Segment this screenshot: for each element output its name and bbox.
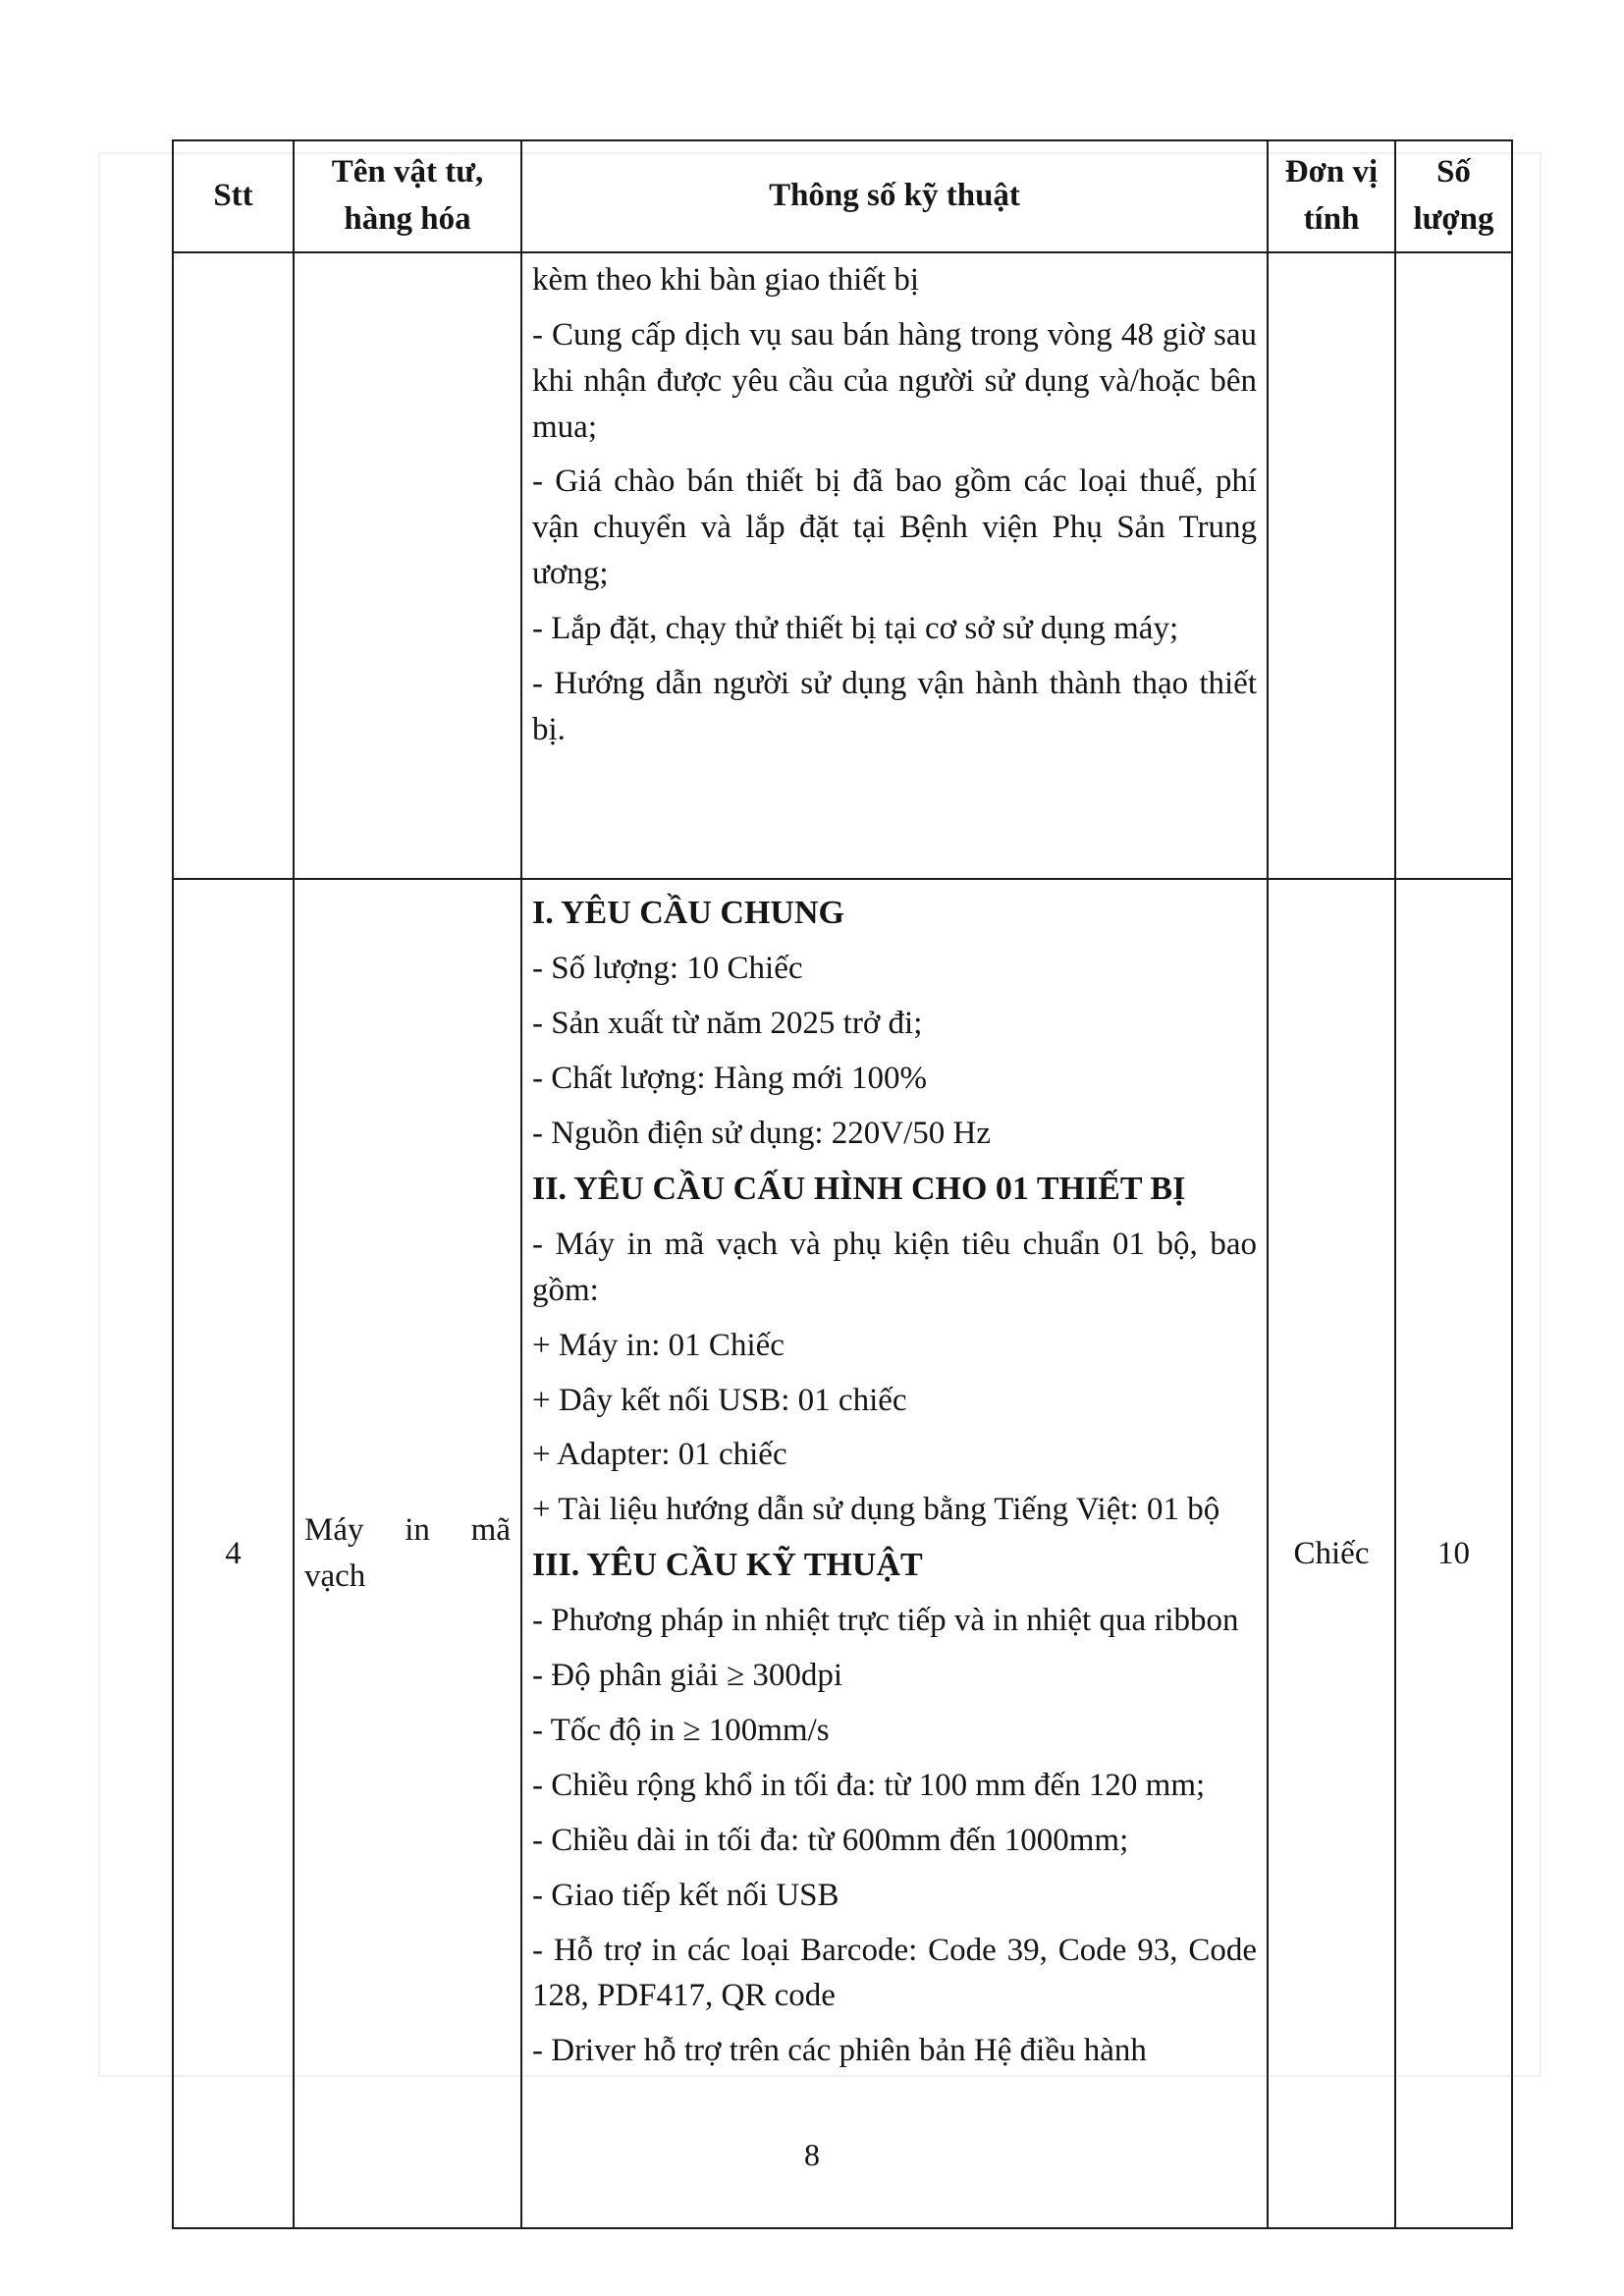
header-spec: Thông số kỹ thuật (521, 140, 1268, 252)
spec-heading: II. YÊU CẦU CẤU HÌNH CHO 01 THIẾT BỊ (532, 1170, 1186, 1207)
cell-name-empty (294, 252, 521, 879)
cell-stt-empty (173, 252, 294, 879)
spec-line: - Phương pháp in nhiệt trực tiếp và in nhiệt qua ribbon (532, 1603, 1239, 1639)
cell-unit-empty (1268, 252, 1395, 879)
spec-line: - Độ phân giải ≥ 300dpi (532, 1658, 842, 1694)
spec-line: - Chất lượng: Hàng mới 100% (532, 1060, 927, 1096)
spec-line: - Hỗ trợ in các loại Barcode: Code 39, Code 93, Code 128, PDF417, QR code (532, 1932, 1257, 2014)
table-row-continued (173, 252, 1512, 879)
spec-heading: I. YÊU CẦU CHUNG (532, 895, 844, 931)
table-header-row (173, 140, 1512, 252)
header-unit: Đơn vị tính (1268, 140, 1395, 252)
page-number: 8 (804, 2137, 820, 2172)
header-stt: Stt (173, 140, 294, 252)
cell-spec-continued (521, 252, 1268, 879)
spec-table (172, 139, 1513, 2229)
cell-stt: 4 (173, 879, 294, 2228)
spec-line: - Driver hỗ trợ trên các phiên bản Hệ điều hành (532, 2033, 1147, 2069)
spec-line: kèm theo khi bàn giao thiết bị (532, 262, 920, 298)
spec-heading: III. YÊU CẦU KỸ THUẬT (532, 1547, 923, 1584)
spec-line: - Hướng dẫn người sử dụng vận hành thành thạo thiết bị. (532, 665, 1257, 747)
spec-line: - Nguồn điện sử dụng: 220V/50 Hz (532, 1115, 992, 1151)
spec-line: - Chiều dài in tối đa: từ 600mm đến 1000mm; (532, 1822, 1129, 1858)
table-row-item-4 (173, 879, 1512, 2228)
spec-line: - Chiều rộng khổ in tối đa: từ 100 mm đến 120 mm; (532, 1767, 1206, 1803)
cell-spec (521, 879, 1268, 2228)
cell-item-name: Máy in mã vạch (294, 879, 521, 2228)
cell-qty: 10 (1395, 879, 1512, 2228)
spec-line: - Giá chào bán thiết bị đã bao gồm các loại thuế, phí vận chuyển và lắp đặt tại Bệnh viện Phụ Sản Trung ương; (532, 464, 1257, 592)
spec-line: - Số lượng: 10 Chiếc (532, 951, 803, 987)
cell-qty-empty (1395, 252, 1512, 879)
spec-line: + Máy in: 01 Chiếc (532, 1327, 785, 1363)
spec-line: + Dây kết nối USB: 01 chiếc (532, 1382, 907, 1418)
header-qty: Số lượng (1395, 140, 1512, 252)
spec-line: - Lắp đặt, chạy thử thiết bị tại cơ sở sử dụng máy; (532, 611, 1179, 647)
spec-line: + Tài liệu hướng dẫn sử dụng bằng Tiếng Việt: 01 bộ (532, 1492, 1220, 1528)
cell-unit: Chiếc (1268, 879, 1395, 2228)
spec-line: - Sản xuất từ năm 2025 trở đi; (532, 1006, 923, 1042)
header-name: Tên vật tư, hàng hóa (294, 140, 521, 252)
spec-line: + Adapter: 01 chiếc (532, 1437, 787, 1473)
spec-line: - Giao tiếp kết nối USB (532, 1877, 839, 1913)
spec-line: - Máy in mã vạch và phụ kiện tiêu chuẩn 01 bộ, bao gồm: (532, 1226, 1257, 1308)
spec-line: - Cung cấp dịch vụ sau bán hàng trong vòng 48 giờ sau khi nhận được yêu cầu của người sử dụng và/hoặc bên mua; (532, 316, 1257, 445)
spec-line: - Tốc độ in ≥ 100mm/s (532, 1713, 830, 1749)
